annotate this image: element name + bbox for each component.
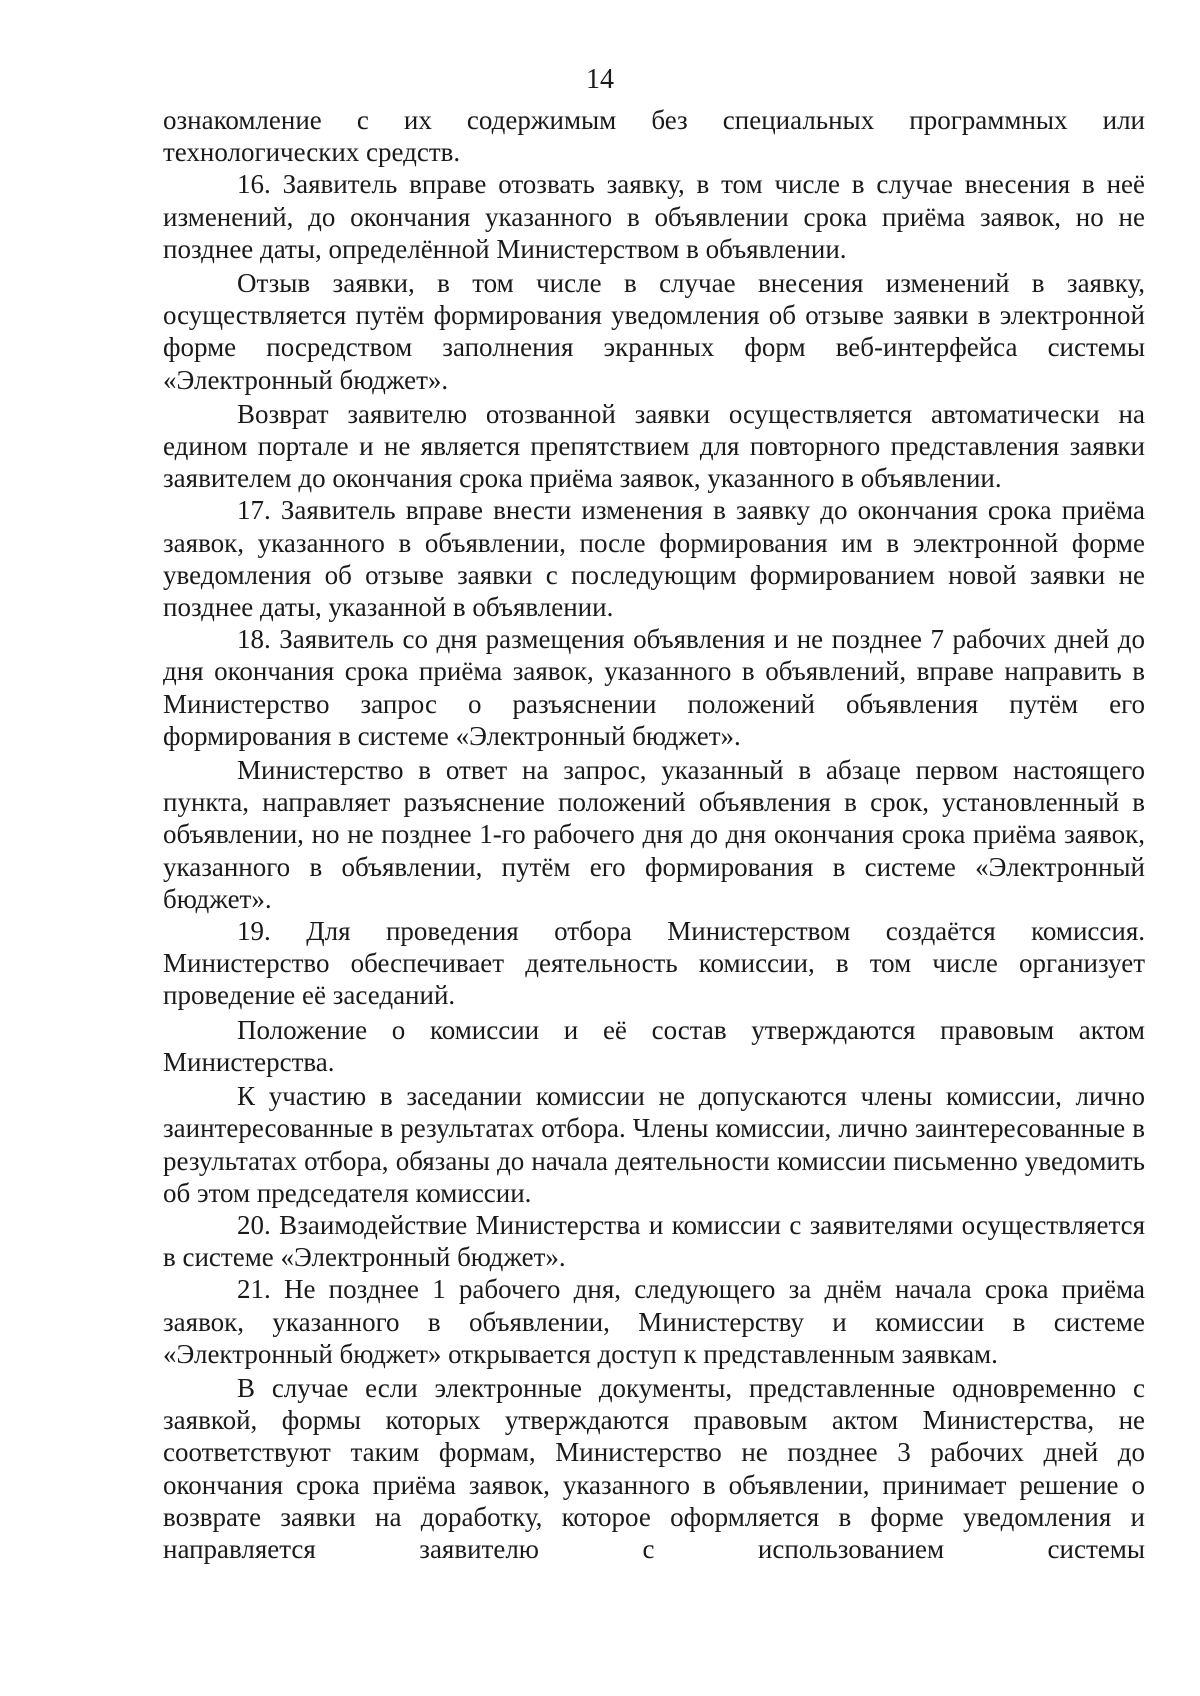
paragraph-return: Возврат заявителю отозванной заявки осуществляется автоматически на едином портале и не является препятствием для повторного представления заявки заявителем до окончания срока приёма заявок, указанного в объявлении. <box>163 398 1145 494</box>
paragraph-ministry-response: Министерство в ответ на запрос, указанный в абзаце первом настоящего пункта, направляет разъяснение положений объявления в срок, установленный в объявлении, но не позднее 1-го рабочего дня до дня окончания срока приёма заявок, указанного в объявлении, путём его формирования в системе «Электронный бюджет». <box>163 755 1145 914</box>
paragraph-item-17: 17. Заявитель вправе внести изменения в заявку до окончания срока приёма заявок, указанного в объявлении, после формирования им в электронной форме уведомления об отзыве заявки с последующим формированием новой заявки не позднее даты, указанной в объявлении. <box>163 495 1145 623</box>
paragraph-item-18: 18. Заявитель со дня размещения объявления и не позднее 7 рабочих дней до дня окончания срока приёма заявок, указанного в объявлений, вправе направить в Министерство запрос о разъяснении положений объявления путём его формирования в системе «Электронный бюджет». <box>163 624 1145 751</box>
paragraph-commission-participation: К участию в заседании комиссии не допускаются члены комиссии, лично заинтересованные в результатах отбора. Члены комиссии, лично заинтересованные в результатах отбора, обязаны до начала деятельности комиссии письменно уведомить об этом председателя комиссии. <box>163 1081 1145 1208</box>
paragraph-withdrawal: Отзыв заявки, в том числе в случае внесения изменений в заявку, осуществляется путём формирования уведомления об отзыве заявки в электронной форме посредством заполнения экранных форм веб-интерфейса системы «Электронный бюджет». <box>163 268 1145 395</box>
paragraph-item-16: 16. Заявитель вправе отозвать заявку, в том числе в случае внесения в неё изменений, до окончания указанного в объявлении срока приёма заявок, но не позднее даты, определённой Министерством в объявлении. <box>163 169 1145 264</box>
document-body <box>163 104 1145 1565</box>
paragraph-continuation: ознакомление с их содержимым без специальных программных или технологических средств. <box>163 105 1145 168</box>
paragraph-item-20: 20. Взаимодействие Министерства и комиссии с заявителями осуществляется в системе «Электронный бюджет». <box>163 1209 1145 1273</box>
paragraph-item-21: 21. Не позднее 1 рабочего дня, следующего за днём начала срока приёма заявок, указанного в объявлении, Министерству и комиссии в системе «Электронный бюджет» открывается доступ к представленным заявкам. <box>163 1274 1145 1369</box>
paragraph-return-for-revision: В случае если электронные документы, представленные одновременно с заявкой, формы которых утверждаются правовым актом Министерства, не соответствуют таким формам, Министерство не позднее 3 рабочих дней до окончания срока приёма заявок, указанного в объявлении, принимает решение о возврате заявки на доработку, которое оформляется в форме уведомления и направляется заявителю с использованием системы <box>163 1372 1145 1564</box>
paragraph-item-19: 19. Для проведения отбора Министерством создаётся комиссия. Министерство обеспечивает деятельность комиссии, в том числе организует проведение её заседаний. <box>163 916 1145 1011</box>
page-number: 14 <box>586 64 614 95</box>
paragraph-commission-regulation: Положение о комиссии и её состав утверждаются правовым актом Министерства. <box>163 1014 1145 1077</box>
